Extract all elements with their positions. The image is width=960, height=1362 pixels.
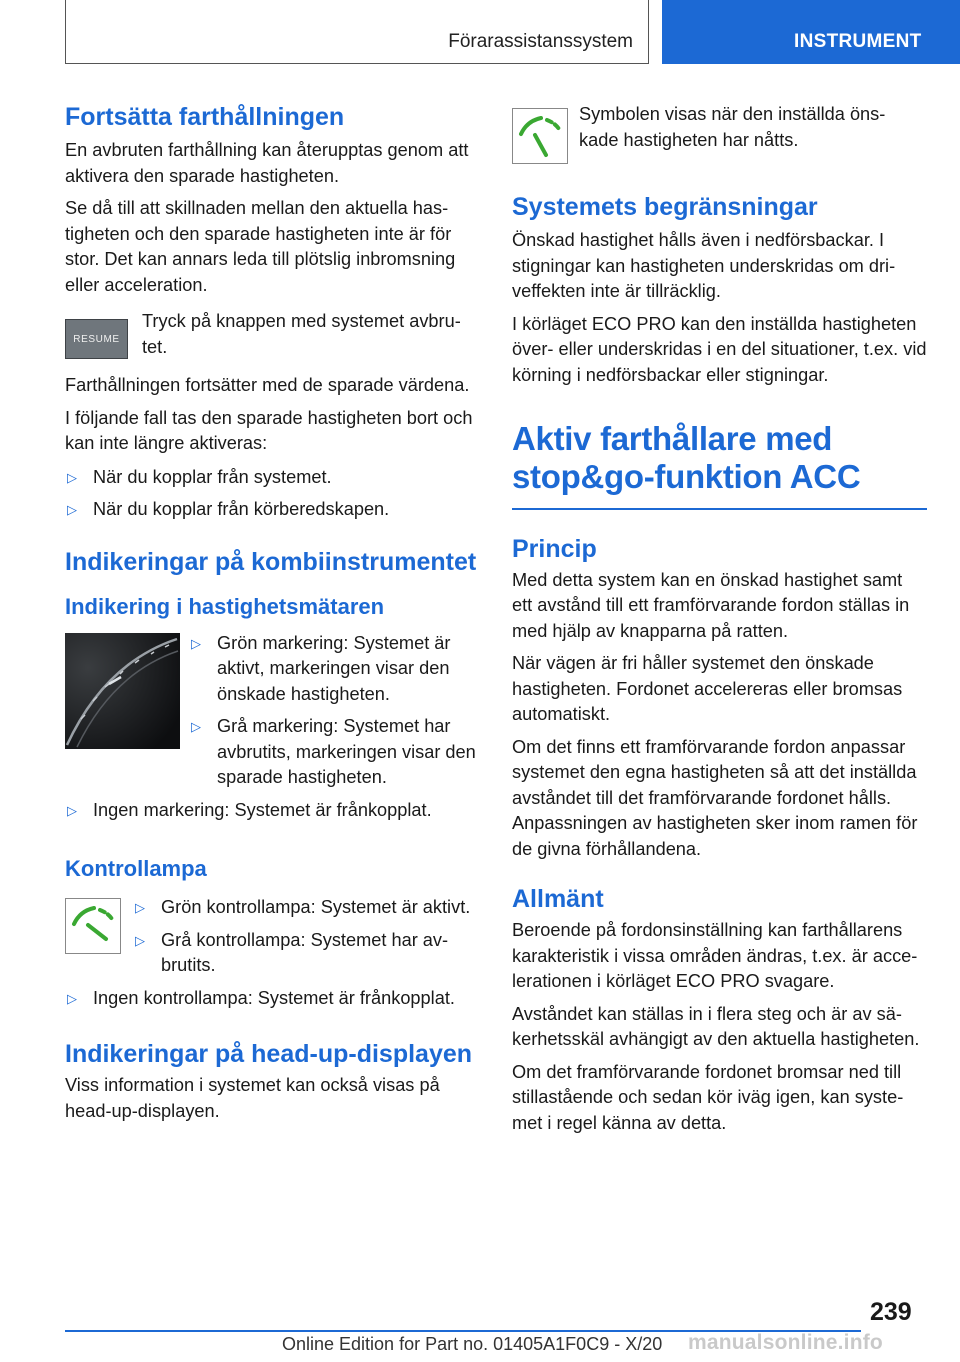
bullet-triangle-icon: ▷	[191, 719, 201, 734]
bullet-triangle-icon: ▷	[67, 469, 77, 485]
list-item-text: Grå markering: Systemet har avbrutits, markeringen visar den sparade hastigheten.	[217, 716, 476, 787]
paragraph: Avståndet kan ställas in i flera steg och är av säkerhetsskäl avhängigt av den aktuella hastigheten.	[512, 1003, 920, 1049]
resume-button-label: RESUME	[73, 333, 120, 345]
control-lamp-indication	[65, 895, 477, 979]
bullet-triangle-icon: ▷	[135, 932, 145, 948]
heading-speedometer: Indikering i hastighetsmätaren	[65, 593, 385, 619]
paragraph: När vägen är fri håller systemet den önskade hastigheten. Fordonet accelereras eller bromsas automatiskt.	[512, 653, 903, 724]
list-item	[65, 465, 477, 491]
heading-control-lamp: Kontrollampa	[65, 856, 207, 881]
list-item	[65, 798, 477, 824]
paragraph: Om det framförvarande fordonet bromsar ned till stillastående och sedan kör iväg igen, kan systemet i regel känna av detta.	[512, 1061, 904, 1133]
right-column	[512, 102, 927, 1136]
speed-reached-symbol	[512, 102, 927, 164]
list-item	[133, 928, 473, 979]
list-item-text: När du kopplar från körberedskapen.	[93, 499, 390, 519]
list-item-text: Ingen kontrollampa: Systemet är frånkopplat.	[93, 987, 455, 1008]
bullet-triangle-icon: ▷	[67, 802, 77, 818]
paragraph: I körläget ECO PRO kan den inställda hastigheten över- eller underskridas i en del situationer, t.ex. vid körning i nedförsbackar eller stigningar.	[512, 313, 927, 385]
bullet-triangle-icon: ▷	[67, 990, 77, 1006]
paragraph: Viss information i systemet kan också visas på head-up-displayen.	[65, 1075, 440, 1121]
speedometer-image	[65, 633, 180, 749]
list-item	[189, 714, 477, 791]
watermark-logo[interactable]: manualsonline.info	[688, 1331, 883, 1354]
left-column	[65, 102, 477, 1124]
page-number: 239	[870, 1298, 912, 1326]
paragraph: En avbruten farthållning kan återupptas genom att aktivera den sparade hastigheten.	[65, 140, 469, 186]
paragraph: Om det finns ett framförvarande fordon anpassar systemet den egna hastigheten så att det inställda avståndet till det framförvarande fordonet hålls. Anpassningen av hastigheten sker inom ramen för de givna förhållandena.	[512, 736, 918, 859]
list-item-text: Grön markering: Systemet är aktivt, markeringen visar den önskade hastigheten.	[217, 632, 451, 704]
bullet-triangle-icon: ▷	[67, 502, 77, 517]
footer-edition	[282, 1331, 662, 1357]
heading-acc: Aktiv farthållare med stop&go-funktion ACC	[512, 420, 861, 495]
list-item	[65, 497, 477, 523]
speedometer-indication	[65, 631, 477, 791]
symbol-text: Symbolen visas när den inställda önskade hastigheten har nåtts.	[579, 104, 886, 150]
resume-text: Tryck på knappen med systemet avbrutet.	[142, 311, 461, 357]
paragraph: Se då till att skillnaden mellan den aktuella hastigheten och den sparade hastigheten inte är för stor. Det kan annars leda till plötslig inbromsning eller acceleration.	[65, 198, 456, 295]
list-item-text: Ingen markering: Systemet är frånkopplat.	[93, 799, 432, 820]
resume-instruction	[65, 309, 477, 360]
bullet-triangle-icon: ▷	[191, 635, 201, 651]
speedometer-gauge-icon	[65, 898, 121, 954]
list-item	[189, 631, 477, 708]
speedometer-bullets	[180, 631, 477, 791]
bullet-triangle-icon: ▷	[135, 900, 145, 915]
control-lamp-bullets	[121, 895, 473, 979]
heading-principle: Princip	[512, 534, 597, 563]
heading-hud: Indikeringar på head-up-displayen	[65, 1040, 473, 1068]
header-chapter-tab[interactable]: INSTRUMENT	[662, 0, 960, 64]
list-item-text: Grå kontrollampa: Systemet har avbrutits.	[161, 929, 449, 975]
heading-resume: Fortsätta farthållningen	[65, 103, 345, 131]
paragraph: I följande fall tas den sparade hastigheten bort och kan inte längre aktiveras:	[65, 407, 473, 453]
heading-general: Allmänt	[512, 885, 604, 913]
edition-text: Online Edition for Part no. 01405A1F0C9 - X/20	[282, 1334, 663, 1354]
speedometer-gauge-icon	[512, 108, 568, 164]
list-item	[133, 895, 473, 921]
list-item-text: Grön kontrollampa: Systemet är aktivt.	[161, 897, 471, 917]
header-section-title: Förarassistanssystem	[448, 31, 633, 52]
paragraph: Farthållningen fortsätter med de sparade värdena.	[65, 375, 470, 395]
list-item	[65, 986, 477, 1012]
resume-button-image	[65, 319, 128, 359]
paragraph: Beroende på fordonsinställning kan farthållarens karakteristik i vissa områden ändras, t.ex. är accelerationen i körläget ECO PRO svagare.	[512, 920, 918, 991]
list-item-text: När du kopplar från systemet.	[93, 466, 332, 487]
paragraph: Med detta system kan en önskad hastighet samt ett avstånd till ett framförvarande fordon ställas in med hjälp av knapparna på ratten.	[512, 569, 910, 641]
heading-limits: Systemets begränsningar	[512, 193, 818, 221]
paragraph: Önskad hastighet hålls även i nedförsbackar. I stigningar kan hastigheten underskridas om driveffekten inte är tillräcklig.	[512, 230, 896, 301]
heading-indicators: Indikeringar på kombiinstrumentet	[65, 547, 477, 576]
